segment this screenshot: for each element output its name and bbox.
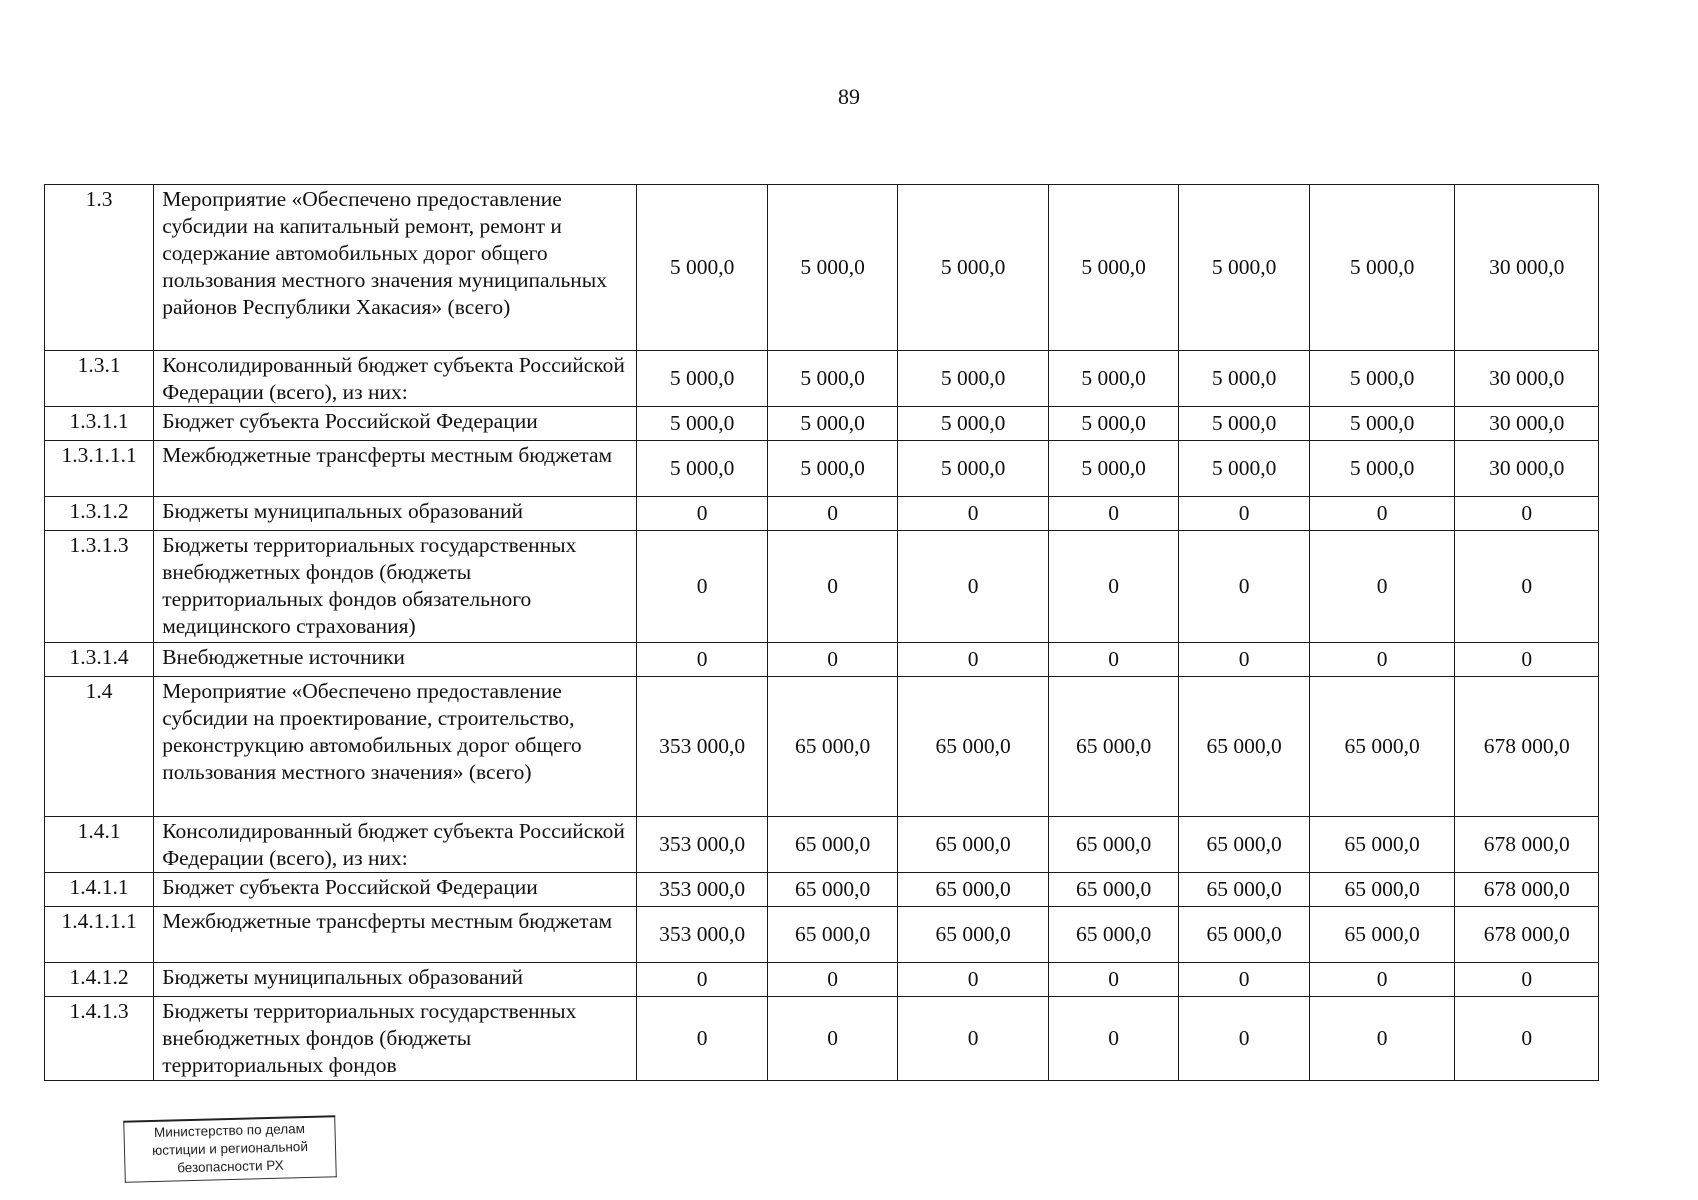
page-number: 89: [838, 84, 860, 109]
row-name: Межбюджетные трансферты местным бюджетам: [154, 907, 637, 963]
row-value: 30 000,0: [1455, 185, 1599, 351]
row-value: 0: [637, 497, 767, 531]
row-value: 0: [1309, 497, 1455, 531]
row-value: 0: [898, 997, 1049, 1081]
row-value: 65 000,0: [1048, 677, 1178, 817]
row-code: 1.3.1.4: [45, 643, 154, 677]
row-value: 353 000,0: [637, 907, 767, 963]
row-value: 65 000,0: [767, 873, 897, 907]
row-value: 65 000,0: [1048, 817, 1178, 873]
row-name: Бюджеты муниципальных образований: [154, 497, 637, 531]
row-value: 5 000,0: [637, 185, 767, 351]
table-row: [45, 497, 1599, 531]
row-code: 1.3.1.1: [45, 407, 154, 441]
row-value: 5 000,0: [637, 351, 767, 407]
row-value: 678 000,0: [1455, 907, 1599, 963]
row-value: 5 000,0: [1179, 351, 1309, 407]
row-value: 65 000,0: [1179, 677, 1309, 817]
row-code: 1.3.1.3: [45, 531, 154, 643]
row-name: Бюджеты территориальных государственных внебюджетных фондов (бюджеты территориальных фондов обязательного медицинского страхования): [154, 531, 637, 643]
row-value: 0: [1179, 997, 1309, 1081]
row-value: 5 000,0: [1179, 407, 1309, 441]
row-value: 5 000,0: [1048, 351, 1178, 407]
ministry-stamp: [123, 1115, 337, 1183]
row-code: 1.3.1: [45, 351, 154, 407]
row-value: 5 000,0: [1048, 407, 1178, 441]
row-value: 0: [1309, 643, 1455, 677]
row-name: Межбюджетные трансферты местным бюджетам: [154, 441, 637, 497]
row-value: 65 000,0: [898, 817, 1049, 873]
row-value: 65 000,0: [1179, 873, 1309, 907]
budget-table: [44, 184, 1599, 1081]
row-value: 65 000,0: [767, 677, 897, 817]
row-value: 0: [898, 531, 1049, 643]
stamp-line: безопасности РХ: [177, 1157, 284, 1176]
row-value: 5 000,0: [1179, 441, 1309, 497]
row-value: 5 000,0: [1048, 441, 1178, 497]
table-row: [45, 351, 1599, 407]
row-value: 0: [767, 997, 897, 1081]
row-value: 353 000,0: [637, 677, 767, 817]
table-row: [45, 531, 1599, 643]
table-row: [45, 873, 1599, 907]
row-value: 5 000,0: [637, 441, 767, 497]
row-value: 0: [1179, 963, 1309, 997]
row-value: 65 000,0: [1309, 677, 1455, 817]
row-value: 678 000,0: [1455, 677, 1599, 817]
table-body: [45, 185, 1599, 1081]
row-value: 5 000,0: [1179, 185, 1309, 351]
row-value: 30 000,0: [1455, 351, 1599, 407]
row-value: 353 000,0: [637, 817, 767, 873]
row-code: 1.3.1.1.1: [45, 441, 154, 497]
row-value: 0: [1309, 963, 1455, 997]
row-value: 65 000,0: [767, 907, 897, 963]
row-value: 0: [637, 997, 767, 1081]
row-value: 0: [1309, 531, 1455, 643]
row-value: 0: [767, 497, 897, 531]
stamp-line: юстиции и региональной: [151, 1138, 309, 1159]
row-code: 1.4.1.2: [45, 963, 154, 997]
row-value: 5 000,0: [898, 185, 1049, 351]
row-value: 5 000,0: [898, 407, 1049, 441]
row-value: 0: [637, 643, 767, 677]
table-row: [45, 963, 1599, 997]
row-value: 65 000,0: [1179, 907, 1309, 963]
row-code: 1.4.1.1.1: [45, 907, 154, 963]
table-row: [45, 997, 1599, 1081]
row-value: 65 000,0: [1179, 817, 1309, 873]
table-row: [45, 677, 1599, 817]
row-name: Бюджеты территориальных государственных внебюджетных фондов (бюджеты территориальных фондов: [154, 997, 637, 1081]
row-value: 5 000,0: [1048, 185, 1178, 351]
row-value: 65 000,0: [898, 907, 1049, 963]
row-value: 678 000,0: [1455, 873, 1599, 907]
row-value: 65 000,0: [767, 817, 897, 873]
table-row: [45, 643, 1599, 677]
row-value: 65 000,0: [1309, 873, 1455, 907]
row-value: 0: [1179, 643, 1309, 677]
table-row: [45, 185, 1599, 351]
row-value: 678 000,0: [1455, 817, 1599, 873]
row-value: 0: [1048, 497, 1178, 531]
row-value: 0: [1455, 963, 1599, 997]
row-code: 1.4.1.1: [45, 873, 154, 907]
row-value: 65 000,0: [1309, 907, 1455, 963]
row-name: Мероприятие «Обеспечено предоставление субсидии на проектирование, строительство, реконструкцию автомобильных дорог общего пользования местного значения» (всего): [154, 677, 637, 817]
row-value: 5 000,0: [767, 185, 897, 351]
row-name: Консолидированный бюджет субъекта Российской Федерации (всего), из них:: [154, 351, 637, 407]
row-value: 0: [767, 963, 897, 997]
row-value: 30 000,0: [1455, 407, 1599, 441]
row-value: 353 000,0: [637, 873, 767, 907]
table-row: [45, 817, 1599, 873]
row-value: 0: [1179, 531, 1309, 643]
row-name: Внебюджетные источники: [154, 643, 637, 677]
row-value: 5 000,0: [1309, 407, 1455, 441]
row-value: 0: [898, 497, 1049, 531]
row-code: 1.3: [45, 185, 154, 351]
row-value: 0: [1048, 997, 1178, 1081]
row-name: Бюджет субъекта Российской Федерации: [154, 407, 637, 441]
table-row: [45, 907, 1599, 963]
row-value: 0: [637, 531, 767, 643]
table-row: [45, 407, 1599, 441]
row-value: 5 000,0: [637, 407, 767, 441]
row-code: 1.4.1.3: [45, 997, 154, 1081]
row-code: 1.4: [45, 677, 154, 817]
row-value: 0: [1455, 643, 1599, 677]
row-value: 5 000,0: [1309, 441, 1455, 497]
row-name: Консолидированный бюджет субъекта Российской Федерации (всего), из них:: [154, 817, 637, 873]
row-value: 0: [898, 643, 1049, 677]
row-value: 0: [1455, 531, 1599, 643]
row-value: 0: [1048, 963, 1178, 997]
row-value: 0: [1455, 497, 1599, 531]
row-value: 65 000,0: [1309, 817, 1455, 873]
row-value: 65 000,0: [898, 677, 1049, 817]
row-value: 0: [898, 963, 1049, 997]
row-value: 65 000,0: [898, 873, 1049, 907]
row-value: 0: [637, 963, 767, 997]
row-value: 5 000,0: [1309, 351, 1455, 407]
row-value: 5 000,0: [767, 441, 897, 497]
row-name: Бюджеты муниципальных образований: [154, 963, 637, 997]
row-name: Бюджет субъекта Российской Федерации: [154, 873, 637, 907]
row-value: 5 000,0: [1309, 185, 1455, 351]
row-value: 0: [767, 531, 897, 643]
row-value: 0: [767, 643, 897, 677]
row-value: 0: [1179, 497, 1309, 531]
row-value: 65 000,0: [1048, 873, 1178, 907]
row-value: 5 000,0: [767, 351, 897, 407]
row-value: 0: [1048, 531, 1178, 643]
row-value: 0: [1048, 643, 1178, 677]
stamp-line: Министерство по делам: [153, 1121, 306, 1140]
row-value: 0: [1309, 997, 1455, 1081]
row-value: 5 000,0: [898, 351, 1049, 407]
row-value: 5 000,0: [898, 441, 1049, 497]
row-value: 65 000,0: [1048, 907, 1178, 963]
row-value: 30 000,0: [1455, 441, 1599, 497]
table-row: [45, 441, 1599, 497]
row-code: 1.4.1: [45, 817, 154, 873]
row-code: 1.3.1.2: [45, 497, 154, 531]
row-value: 5 000,0: [767, 407, 897, 441]
row-value: 0: [1455, 997, 1599, 1081]
row-name: Мероприятие «Обеспечено предоставление субсидии на капитальный ремонт, ремонт и содержание автомобильных дорог общего пользования местного значения муниципальных районов Республики Хакасия» (всего): [154, 185, 637, 351]
